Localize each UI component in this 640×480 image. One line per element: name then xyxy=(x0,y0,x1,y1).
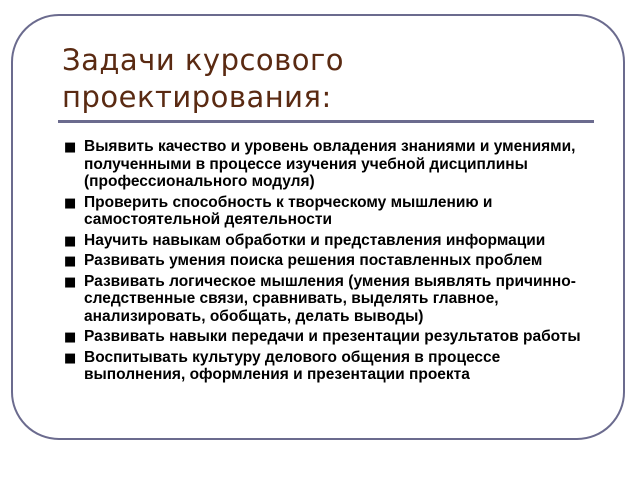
list-item xyxy=(62,252,582,270)
list-item-text: Воспитывать культуру делового общения в процессе выполнения, оформления и презентации проекта xyxy=(84,348,501,383)
square-bullet-icon: ■ xyxy=(64,140,77,155)
slide-title: Задачи курсового проектирования: xyxy=(62,43,344,114)
list-item xyxy=(62,349,582,384)
list-item xyxy=(62,138,582,191)
square-bullet-icon: ■ xyxy=(64,274,77,290)
square-bullet-icon: ■ xyxy=(64,233,77,249)
task-list xyxy=(62,138,582,387)
title-divider xyxy=(58,120,594,123)
list-item-text: Развивать логическое мышления (умения выявлять причинно-следственные связи, сравнивать, выделять главное, анализировать, обобщать, делать выводы) xyxy=(84,272,576,325)
square-bullet-icon: ■ xyxy=(64,330,77,345)
square-bullet-icon: ■ xyxy=(64,350,77,366)
list-item-text: Проверить способность к творческому мышлению и самостоятельной деятельности xyxy=(84,193,493,228)
square-bullet-icon: ■ xyxy=(64,254,77,269)
square-bullet-icon: ■ xyxy=(64,195,77,211)
list-item xyxy=(62,328,582,346)
list-item xyxy=(62,273,582,326)
list-item-text: Развивать умения поиска решения поставленных проблем xyxy=(84,252,543,269)
list-item-text: Научить навыкам обработки и представления информации xyxy=(84,231,546,249)
list-item xyxy=(62,232,582,250)
list-item xyxy=(62,194,582,229)
list-item-text: Развивать навыки передачи и презентации результатов работы xyxy=(84,328,581,345)
list-item-text: Выявить качество и уровень овладения знаниями и умениями, полученными в процессе изучения учебной дисциплины (профессионального модуля) xyxy=(84,138,576,190)
